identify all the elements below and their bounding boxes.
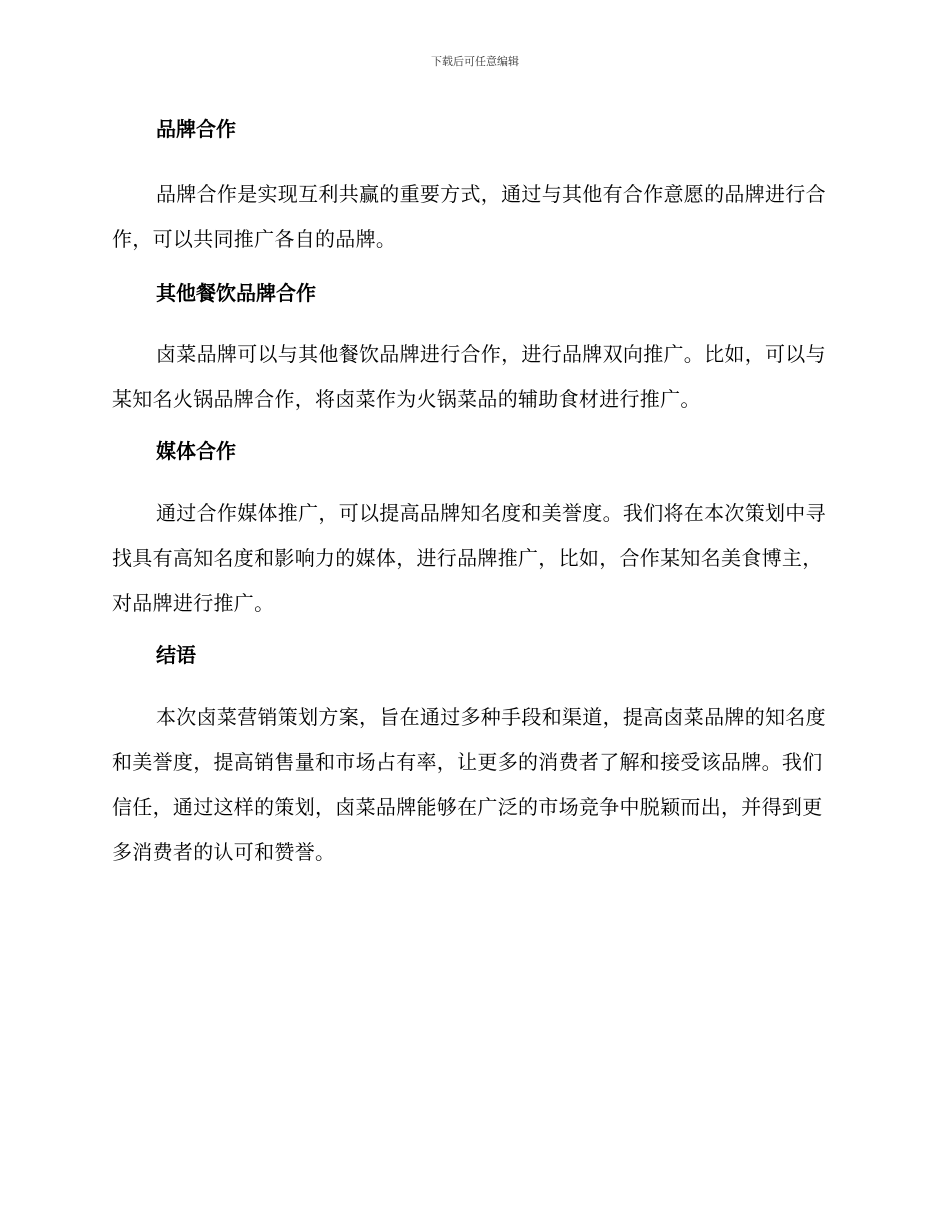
document-body bbox=[112, 114, 832, 875]
section-paragraph-restaurant-cooperation: 卤菜品牌可以与其他餐饮品牌进行合作，进行品牌双向推广。比如，可以与某知名火锅品牌合作，将卤菜作为火锅菜品的辅助食材进行推广。 bbox=[112, 342, 826, 411]
section-heading-brand-cooperation: 品牌合作 bbox=[156, 117, 236, 141]
section-paragraph-brand-cooperation: 品牌合作是实现互利共赢的重要方式，通过与其他有合作意愿的品牌进行合作，可以共同推广各自的品牌。 bbox=[112, 182, 826, 251]
page-header-note: 下载后可任意编辑 bbox=[431, 55, 519, 68]
section-heading-restaurant-cooperation: 其他餐饮品牌合作 bbox=[156, 281, 316, 305]
section-paragraph-media-cooperation: 通过合作媒体推广，可以提高品牌知名度和美誉度。我们将在本次策划中寻找具有高知名度和影响力的媒体，进行品牌推广，比如，合作某知名美食博主，对品牌进行推广。 bbox=[112, 501, 826, 615]
section-heading-conclusion: 结语 bbox=[156, 643, 196, 667]
section-heading-media-cooperation: 媒体合作 bbox=[156, 439, 236, 463]
section-paragraph-conclusion: 本次卤菜营销策划方案，旨在通过多种手段和渠道，提高卤菜品牌的知名度和美誉度，提高销售量和市场占有率，让更多的消费者了解和接受该品牌。我们信任，通过这样的策划，卤菜品牌能够在广泛的市场竞争中脱颖而出，并得到更多消费者的认可和赞誉。 bbox=[112, 705, 826, 864]
